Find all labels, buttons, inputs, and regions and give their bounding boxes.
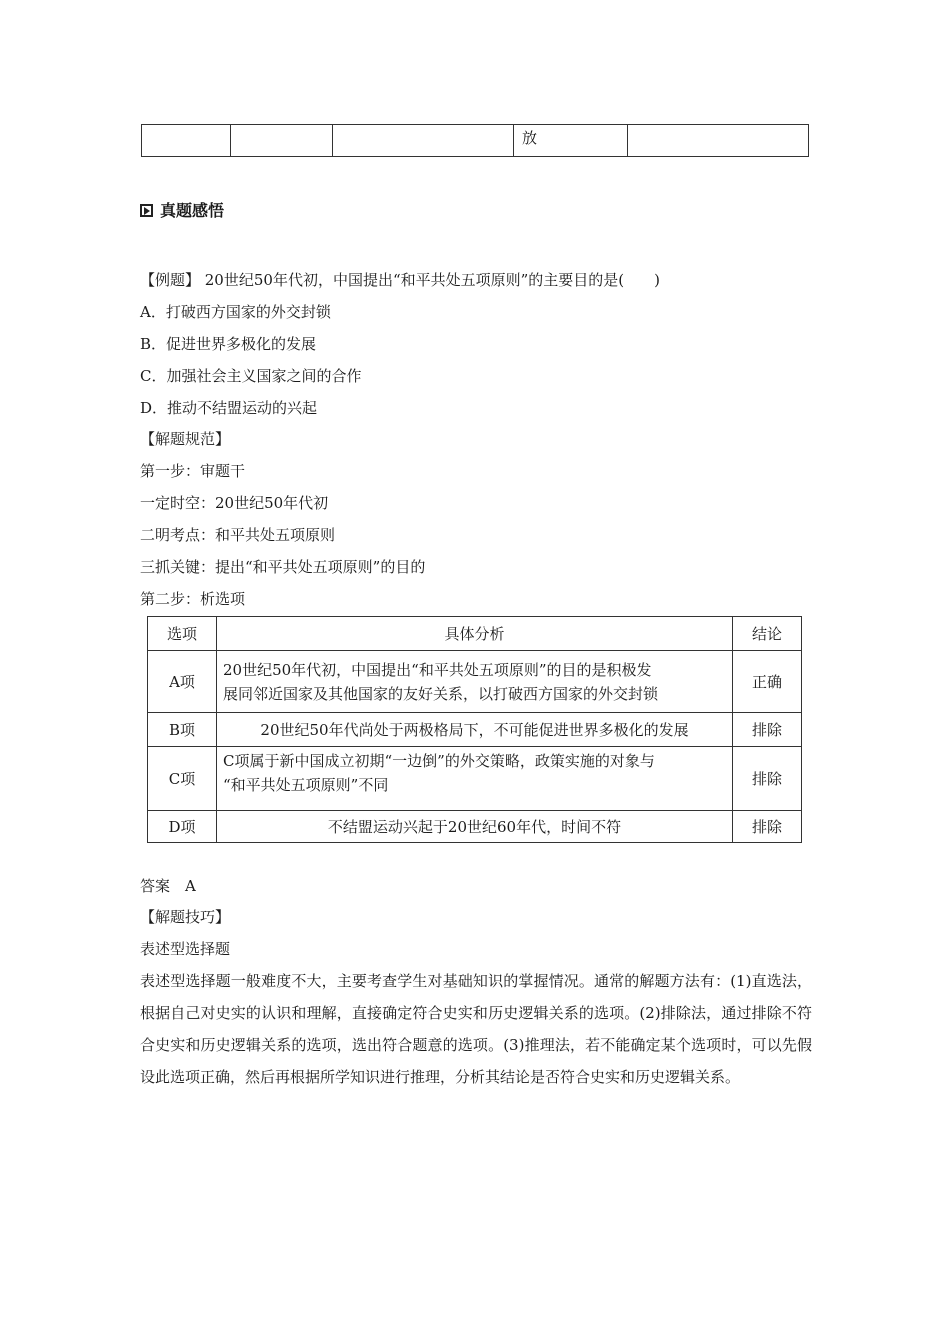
row-analysis: 不结盟运动兴起于20世纪60年代，时间不符: [217, 811, 733, 843]
row-option: D项: [148, 811, 217, 843]
header-analysis: 具体分析: [217, 617, 733, 651]
row-option: B项: [148, 713, 217, 747]
row-option: A项: [148, 651, 217, 713]
table-row: [148, 713, 802, 747]
analysis-table: [147, 616, 802, 843]
analysis-text: 展同邻近国家及其他国家的友好关系，以打破西方国家的外交封锁: [223, 684, 659, 703]
step-one: 第一步：审题干: [140, 462, 246, 480]
play-triangle-icon: [140, 204, 153, 217]
row-conclusion: 排除: [733, 713, 802, 747]
answer: 答案 A: [140, 877, 196, 895]
top-table-cell: [628, 125, 809, 157]
option-d: D．推动不结盟运动的兴起: [140, 399, 318, 417]
solution-heading: 【解题规范】: [140, 430, 231, 448]
table-row: [148, 651, 802, 713]
option-c: C．加强社会主义国家之间的合作: [140, 367, 362, 385]
table-header-row: [148, 617, 802, 651]
solution-line: 一定时空：20世纪50年代初: [140, 494, 329, 512]
section-title: 真题感悟: [160, 201, 225, 220]
analysis-text: C项属于新中国成立初期“一边倒”的外交策略，政策实施的对象与: [223, 752, 655, 770]
analysis-text: 20世纪50年代初，中国提出“和平共处五项原则”的目的是积极发: [223, 660, 652, 679]
section-header: [140, 201, 224, 221]
top-table-cell: [231, 125, 333, 157]
row-analysis: 20世纪50年代尚处于两极格局下，不可能促进世界多极化的发展: [217, 713, 733, 747]
header-option: 选项: [148, 617, 217, 651]
solution-line: 三抓关键：提出“和平共处五项原则”的目的: [140, 558, 426, 576]
top-table-cell: [333, 125, 514, 157]
row-conclusion: 排除: [733, 747, 802, 811]
table-row: [148, 747, 802, 811]
analysis-text: “和平共处五项原则”不同: [223, 776, 389, 794]
tips-subtitle: 表述型选择题: [140, 940, 231, 958]
header-conclusion: 结论: [733, 617, 802, 651]
option-b: B．促进世界多极化的发展: [140, 335, 317, 353]
question-stem: 【例题】 20世纪50年代初，中国提出“和平共处五项原则”的主要目的是( ): [140, 271, 660, 289]
row-analysis: [217, 651, 733, 713]
option-a: A．打破西方国家的外交封锁: [140, 303, 331, 321]
solution-line: 二明考点：和平共处五项原则: [140, 526, 336, 544]
table-row: [148, 811, 802, 843]
row-analysis: [217, 747, 733, 811]
tips-body: 表述型选择题一般难度不大，主要考查学生对基础知识的掌握情况。通常的解题方法有：(1)直选法，根据自己对史实的认识和理解，直接确定符合史实和历史逻辑关系的选项。(2)排除法，通过排除不符合史实和历史逻辑关系的选项，选出符合题意的选项。(3)推理法，若不能确定某个选项时，可以先假设此选项正确，然后再根据所学知识进行推理，分析其结论是否符合史实和历史逻辑关系。: [140, 972, 812, 1086]
tips-heading: 【解题技巧】: [140, 908, 231, 926]
row-conclusion: 排除: [733, 811, 802, 843]
top-table-cell: [142, 125, 231, 157]
row-option: C项: [148, 747, 217, 811]
top-table-fragment: [141, 124, 809, 157]
top-table-cell: 放: [514, 125, 628, 157]
row-conclusion: 正确: [733, 651, 802, 713]
step-two: 第二步：析选项: [140, 590, 246, 608]
